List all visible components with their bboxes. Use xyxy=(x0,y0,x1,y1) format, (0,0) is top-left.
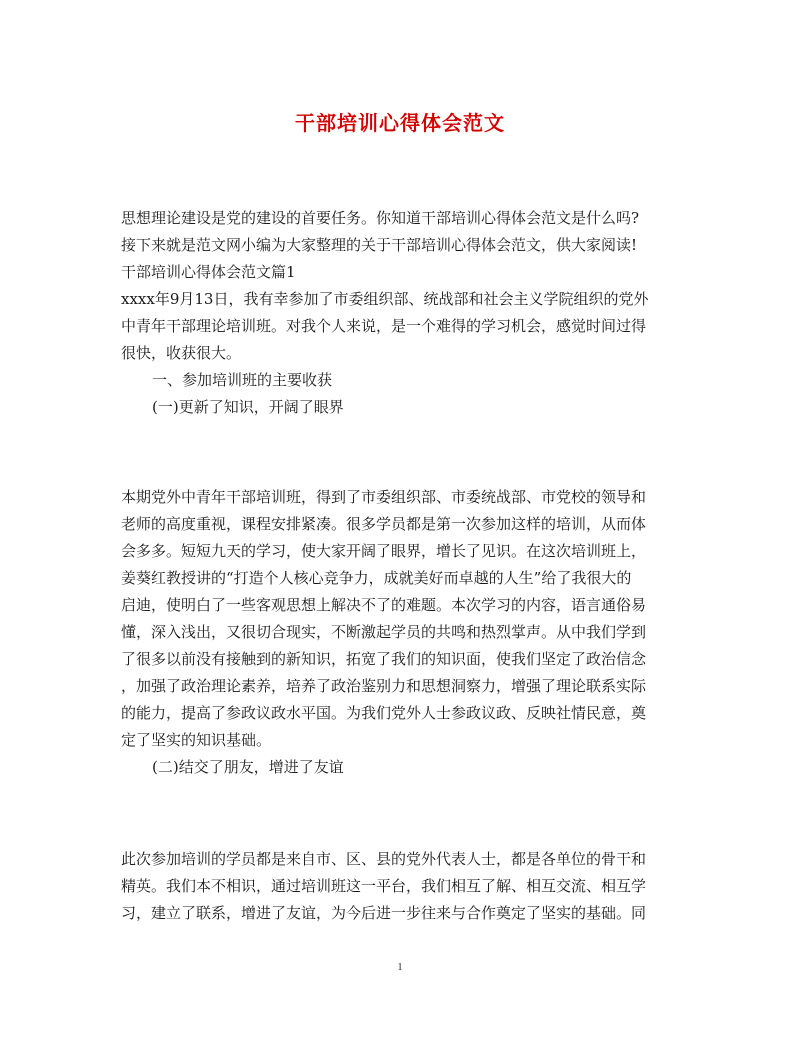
heading-1: 一、参加培训班的主要收获 xyxy=(152,371,333,389)
intro-section xyxy=(121,205,681,421)
paragraph-line: 精英。我们本不相识，通过培训班这一平台，我们相互了解、相互交流、相互学 xyxy=(121,877,647,895)
paragraph-line: 了很多以前没有接触到的新知识，拓宽了我们的知识面，使我们坚定了政治信念 xyxy=(121,650,647,668)
intro-line: 接下来就是范文网小编为大家整理的关于干部培训心得体会范文，供大家阅读! xyxy=(121,236,638,254)
intro-line: 很快，收获很大。 xyxy=(121,344,242,362)
document-title: 干部培训心得体会范文 xyxy=(295,111,505,135)
intro-line: xxxx年9月13日，我有幸参加了市委组织部、统战部和社会主义学院组织的党外 xyxy=(121,290,649,308)
paragraph-line: 懂，深入浅出，又很切合现实，不断激起学员的共鸣和热烈掌声。从中我们学到 xyxy=(121,623,647,641)
paragraph-line: 的能力，提高了参政议政水平国。为我们党外人士参政议政、反映社情民意，奠 xyxy=(121,704,647,722)
page-number: 1 xyxy=(397,961,403,973)
paragraph-line: 启迪，使明白了一些客观思想上解决不了的难题。本次学习的内容，语言通俗易 xyxy=(121,596,647,614)
paragraph-1 xyxy=(121,484,681,781)
paragraph-line: 会多多。短短九天的学习，使大家开阔了眼界，增长了见识。在这次培训班上， xyxy=(121,542,647,560)
subheading-1: (一)更新了知识，开阔了眼界 xyxy=(152,398,344,416)
paragraph-line: 姜葵红教授讲的“打造个人核心竞争力，成就美好而卓越的人生”给了我很大的 xyxy=(121,569,632,587)
paragraph-2 xyxy=(121,846,681,927)
paragraph-line: 此次参加培训的学员都是来自市、区、县的党外代表人士，都是各单位的骨干和 xyxy=(121,850,647,868)
section-label: 干部培训心得体会范文篇1 xyxy=(121,263,296,281)
paragraph-line: 本期党外中青年干部培训班，得到了市委组织部、市委统战部、市党校的领导和 xyxy=(121,488,647,506)
paragraph-line: ，加强了政治理论素养，培养了政治鉴别力和思想洞察力，增强了理论联系实际 xyxy=(121,677,647,695)
intro-line: 思想理论建设是党的建设的首要任务。你知道干部培训心得体会范文是什么吗? xyxy=(121,209,640,227)
intro-line: 中青年干部理论培训班。对我个人来说，是一个难得的学习机会，感觉时间过得 xyxy=(121,317,647,335)
paragraph-line: 定了坚实的知识基础。 xyxy=(121,731,272,749)
paragraph-line: 习，建立了联系，增进了友谊，为今后进一步往来与合作奠定了坚实的基础。同 xyxy=(121,904,647,922)
subheading-2: (二)结交了朋友，增进了友谊 xyxy=(152,758,344,776)
paragraph-line: 老师的高度重视，课程安排紧凑。很多学员都是第一次参加这样的培训，从而体 xyxy=(121,515,647,533)
